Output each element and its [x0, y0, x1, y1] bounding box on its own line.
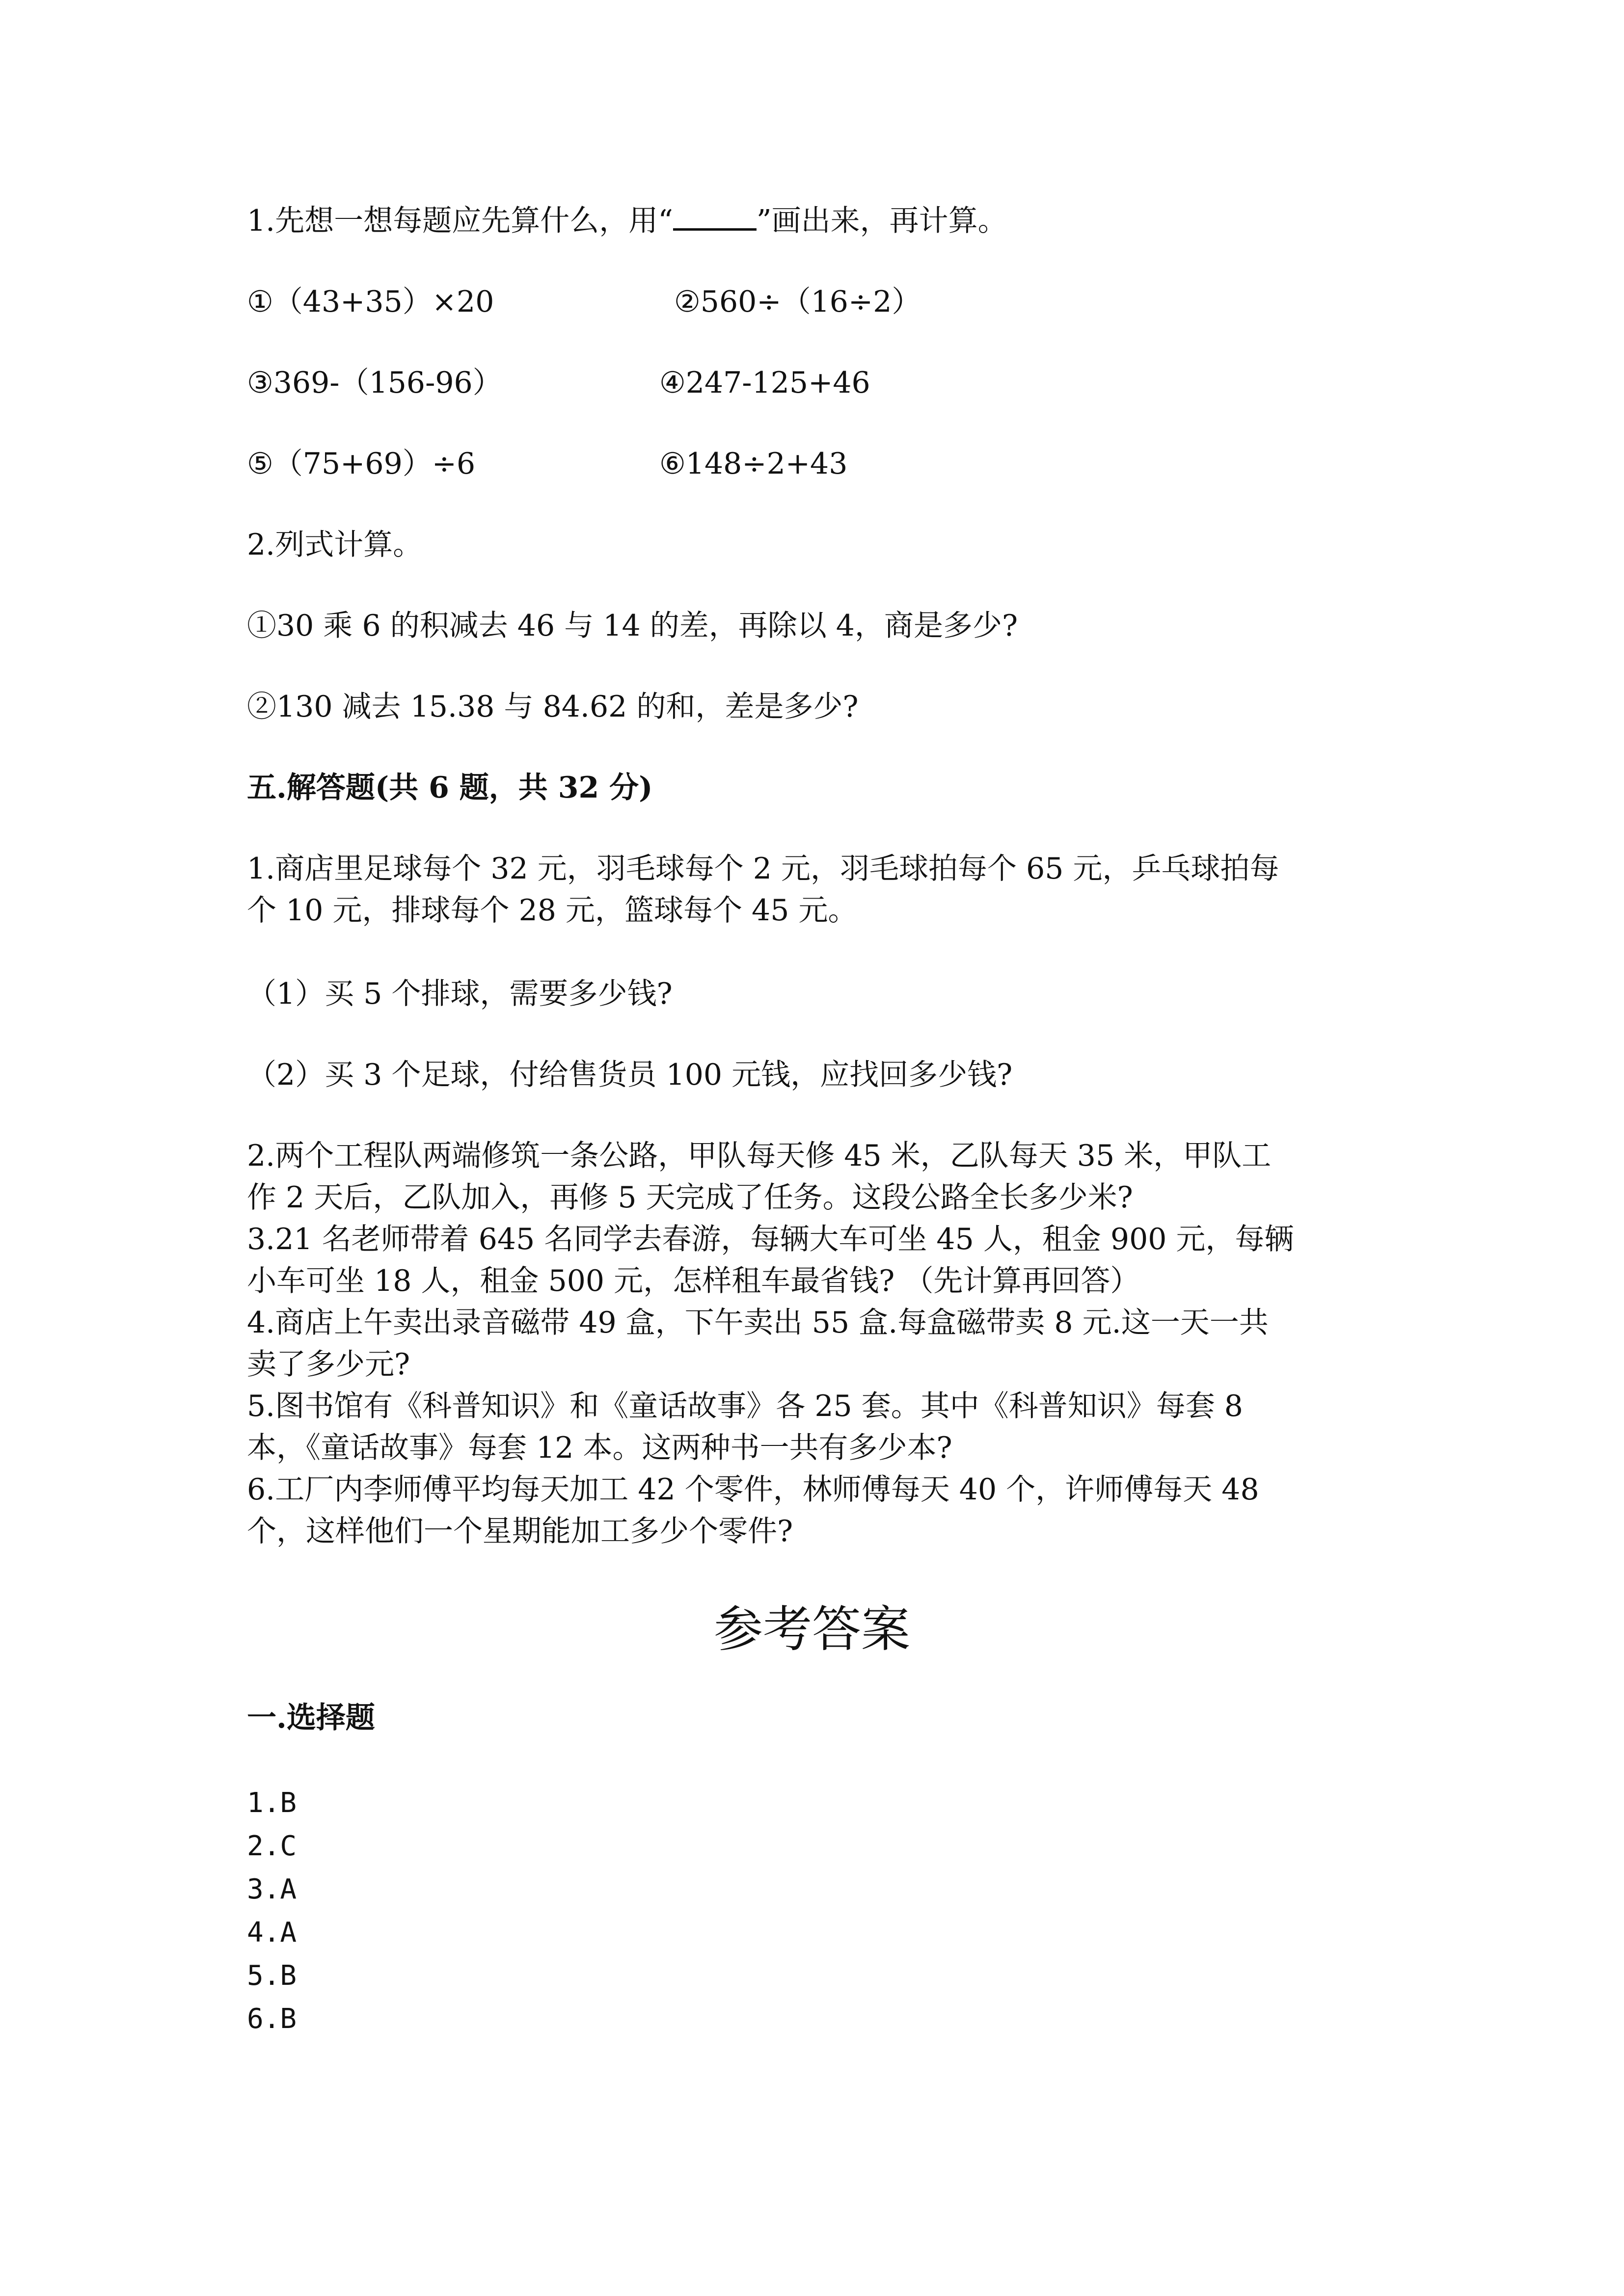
answer-5: 5.B [247, 1960, 297, 1992]
underline-blank [673, 204, 757, 231]
p1-line-2: 个 10 元，排球每个 28 元，篮球每个 45 元。 [247, 893, 858, 928]
p3-line-1: 3.21 名老师带着 645 名同学去春游，每辆大车可坐 45 人，租金 900 元，每辆 [247, 1222, 1294, 1256]
section5-heading: 五.解答题(共 6 题，共 32 分) [247, 771, 653, 805]
q2-item-1: ①30 乘 6 的积减去 46 与 14 的差，再除以 4，商是多少? [247, 609, 1018, 643]
q1-stem [247, 201, 1007, 240]
q1-item-2: ②560÷（16÷2） [674, 285, 921, 319]
q1-item-6: ⑥148÷2+43 [659, 447, 848, 481]
p1-line-1: 1.商店里足球每个 32 元，羽毛球每个 2 元，羽毛球拍每个 65 元，乒乓球拍每 [247, 852, 1279, 886]
answer-4: 4.A [247, 1917, 297, 1949]
answer-2: 2.C [247, 1830, 297, 1862]
answers-title: 参考答案 [714, 1601, 910, 1658]
q1-stem-after: ”画出来，再计算。 [756, 204, 1007, 238]
p2-line-1: 2.两个工程队两端修筑一条公路，甲队每天修 45 米，乙队每天 35 米，甲队工 [247, 1139, 1272, 1173]
p5-line-1: 5.图书馆有《科普知识》和《童话故事》各 25 套。其中《科普知识》每套 8 [247, 1389, 1243, 1423]
p5-line-2: 本，《童话故事》每套 12 本。这两种书一共有多少本? [247, 1431, 952, 1465]
q1-item-1: ①（43+35）×20 [247, 285, 494, 319]
p1-sub-1: （1）买 5 个排球，需要多少钱? [247, 977, 673, 1011]
answer-6: 6.B [247, 2003, 297, 2035]
q1-item-3: ③369-（156-96） [247, 366, 502, 400]
p3-line-2: 小车可坐 18 人，租金 500 元，怎样租车最省钱? （先计算再回答） [247, 1264, 1140, 1298]
p4-line-2: 卖了多少元? [247, 1347, 410, 1382]
q2-item-2: ②130 减去 15.38 与 84.62 的和，差是多少? [247, 690, 859, 724]
q1-item-5: ⑤（75+69）÷6 [247, 447, 476, 481]
q1-stem-before: 1.先想一想每题应先算什么，用“ [247, 204, 673, 238]
p4-line-1: 4.商店上午卖出录音磁带 49 盒，下午卖出 55 盒.每盒磁带卖 8 元.这一天一共 [247, 1306, 1269, 1340]
answer-1: 1.B [247, 1787, 297, 1819]
answer-3: 3.A [247, 1873, 297, 1905]
p2-line-2: 作 2 天后，乙队加入，再修 5 天完成了任务。这段公路全长多少米? [247, 1180, 1133, 1215]
answers-heading: 一.选择题 [247, 1701, 375, 1735]
p1-sub-2: （2）买 3 个足球，付给售货员 100 元钱，应找回多少钱? [247, 1058, 1013, 1092]
q2-stem: 2.列式计算。 [247, 528, 423, 562]
q1-item-4: ④247-125+46 [659, 366, 870, 400]
p6-line-1: 6.工厂内李师傅平均每天加工 42 个零件，林师傅每天 40 个，许师傅每天 48 [247, 1472, 1259, 1507]
p6-line-2: 个，这样他们一个星期能加工多少个零件? [247, 1514, 793, 1548]
